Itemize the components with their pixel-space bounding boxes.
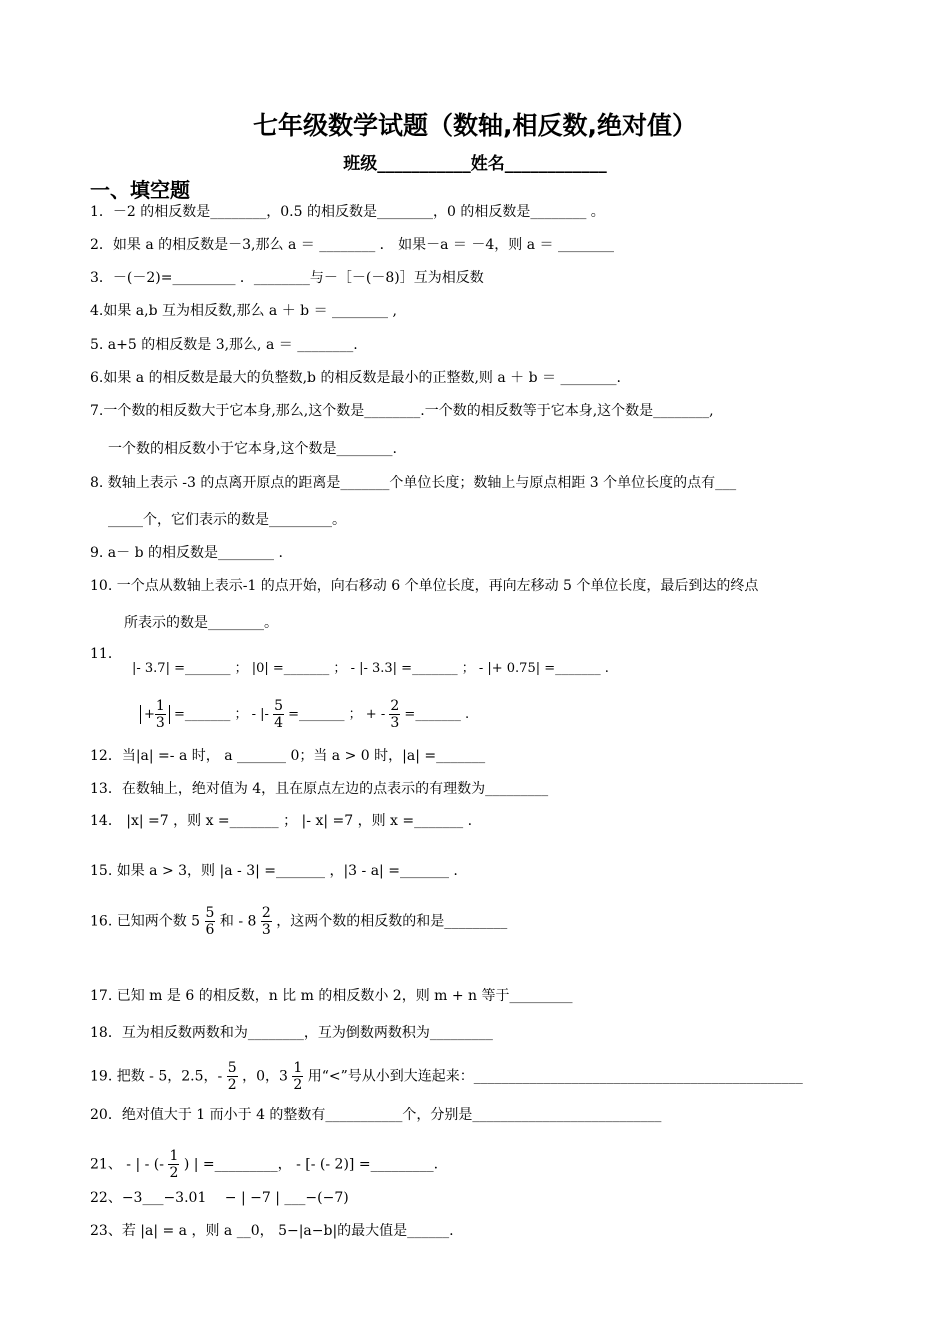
question-4: 4.如果 a,b 互为相反数,那么 a ＋ b ＝ ________ , — [90, 303, 397, 319]
fraction — [261, 905, 272, 938]
question-7-line-1: 7.一个数的相反数大于它本身,那么,这个数是________.一个数的相反数等于它本身,这个数是________, — [90, 403, 714, 419]
fraction — [227, 1060, 238, 1093]
section-heading: 一、填空题 — [90, 178, 190, 202]
class-name-line: 班级___________姓名____________ — [343, 154, 607, 174]
question-18: 18．互为相反数两数和为________，互为倒数两数积为_________ — [90, 1025, 493, 1041]
text: 19. 把数 - 5，2.5，- — [90, 1068, 223, 1085]
text: =_______ ； - |- — [173, 707, 269, 722]
question-7-line-2: 一个数的相反数小于它本身,这个数是________. — [108, 441, 397, 457]
denominator: 2 — [293, 1077, 303, 1093]
question-5: 5. a+5 的相反数是 3,那么, a ＝ ________. — [90, 337, 358, 353]
text: 用“<”号从小到大连起来：_______________________________________________ — [307, 1068, 803, 1085]
denominator: 4 — [274, 715, 283, 731]
fraction — [168, 1148, 179, 1181]
question-1: 1．－2 的相反数是________，0.5 的相反数是________，0 的相反数是________ 。 — [90, 204, 605, 220]
question-11-number: 11． — [90, 646, 122, 662]
question-14: 14． |x| =7 ，则 x =_______ ； |- x| =7 ，则 x =_______ . — [90, 813, 473, 829]
denominator: 3 — [390, 715, 400, 731]
denominator: 3 — [261, 922, 271, 938]
denominator: 2 — [169, 1165, 179, 1181]
denominator: 3 — [155, 715, 165, 731]
numerator: 1 — [155, 698, 165, 714]
question-19 — [90, 1060, 870, 1093]
fraction — [273, 698, 284, 731]
text: =_______ ； + - — [288, 707, 386, 722]
question-10-line-1: 10. 一个点从数轴上表示-1 的点开始，向右移动 6 个单位长度，再向左移动 5 个单位长度，最后到达的终点 — [90, 578, 759, 594]
fraction — [292, 1060, 303, 1093]
question-10-line-2: 所表示的数是________。 — [124, 615, 278, 631]
page-title: 七年级数学试题（数轴,相反数,绝对值） — [253, 111, 697, 140]
question-20: 20．绝对值大于 1 而小于 4 的整数有___________个，分别是___________________________ — [90, 1107, 662, 1123]
question-22: 22、−3___−3.01 − | −7 | ___−(−7) — [90, 1190, 349, 1206]
text: ) | =_________， - [- (- 2)] =_________. — [183, 1156, 439, 1173]
question-16 — [90, 905, 870, 938]
question-6: 6.如果 a 的相反数是最大的负整数,b 的相反数是最小的正整数,则 a ＋ b ＝ ________. — [90, 370, 621, 386]
numerator: 5 — [274, 698, 283, 714]
question-23: 23、若 |a| = a ，则 a __0， 5−|a−b|的最大值是______. — [90, 1223, 454, 1239]
text: ，0，3 — [242, 1068, 288, 1085]
numerator: 1 — [293, 1060, 303, 1076]
numerator: 2 — [390, 698, 400, 714]
text: 16. 已知两个数 5 — [90, 913, 201, 930]
question-8-line-2: _____个，它们表示的数是_________。 — [108, 512, 346, 528]
sign: + — [144, 707, 155, 722]
numerator: 5 — [227, 1060, 237, 1076]
question-2: 2．如果 a 的相反数是－3,那么 a ＝ ________ ． 如果－a ＝ －4，则 a ＝ ________ — [90, 237, 614, 253]
abs-expression — [140, 698, 170, 731]
denominator: 6 — [205, 922, 215, 938]
question-12: 12．当|a| =- a 时， a _______ 0；当 a > 0 时，|a| =_______ — [90, 748, 486, 764]
denominator: 2 — [227, 1077, 237, 1093]
fraction — [205, 905, 216, 938]
numerator: 5 — [205, 905, 215, 921]
fraction — [389, 698, 400, 731]
question-9: 9. a－ b 的相反数是________ . — [90, 545, 283, 561]
text: =_______ . — [404, 707, 470, 722]
question-3: 3．－(－2)=_________ ．________与－［－(－8)］互为相反数 — [90, 270, 484, 286]
question-11-line-1: |- 3.7| =_______ ； |0| =_______ ； - |- 3.3| =_______ ； - |+ 0.75| =_______ . — [132, 661, 609, 676]
question-13: 13．在数轴上，绝对值为 4，且在原点左边的点表示的有理数为_________ — [90, 781, 549, 797]
question-15: 15. 如果 a > 3，则 |a - 3| =_______ ，|3 - a| =_______ . — [90, 863, 458, 879]
fraction — [155, 698, 166, 731]
text: 和 - 8 — [219, 913, 257, 930]
question-21 — [90, 1148, 870, 1181]
numerator: 1 — [169, 1148, 179, 1164]
text: ，这两个数的相反数的和是_________ — [276, 913, 508, 930]
question-11-line-2 — [140, 698, 640, 731]
numerator: 2 — [261, 905, 271, 921]
text: 21、 - | - (- — [90, 1156, 164, 1173]
question-8-line-1: 8. 数轴上表示 -3 的点离开原点的距离是_______个单位长度；数轴上与原点相距 3 个单位长度的点有___ — [90, 475, 737, 491]
question-17: 17. 已知 m 是 6 的相反数，n 比 m 的相反数小 2，则 m + n 等于_________ — [90, 988, 573, 1004]
